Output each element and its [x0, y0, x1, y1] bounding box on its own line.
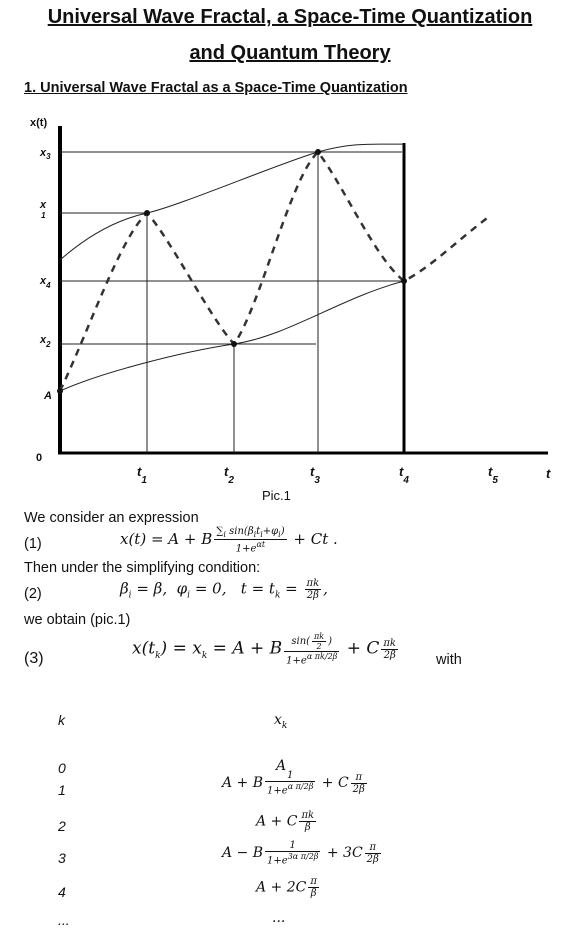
table-x-0: A — [276, 758, 287, 774]
paper-title-line-2: and Quantum Theory — [189, 42, 391, 64]
y-label-x2: $x_2$ — [40, 334, 51, 349]
x-label-t2: $t_2$ — [224, 464, 234, 486]
section-heading: 1. Universal Wave Fractal as a Space-Time Quantization — [24, 80, 408, 96]
y-label-A: A — [44, 390, 52, 402]
figure-caption: Pic.1 — [262, 488, 291, 503]
lower-envelope-curve — [60, 281, 404, 391]
x-label-t4: $t_4$ — [399, 464, 409, 486]
intro-text: We consider an expression — [24, 510, 199, 526]
condition-text: Then under the simplifying condition: — [24, 560, 261, 576]
table-x-3: A − B $\frac{1}{1+e^{3\alpha \pi/2\beta}}$ + 3C $\frac{\pi}{2\beta}$ — [222, 840, 379, 867]
table-x-2: A + C $\frac{\pi k}{\beta}$ — [256, 810, 315, 833]
table-header-k: k — [58, 712, 65, 728]
table-k-2: 2 — [58, 818, 66, 834]
eq1-number: (1) — [24, 536, 42, 552]
equation-2: $\beta_i = \beta$, $\varphi_i = 0$, $t = t_k$ = $\frac{\pi k}{2\beta}$ , — [120, 578, 328, 601]
point-x2 — [231, 341, 237, 347]
point-x4 — [401, 278, 407, 284]
obtain-text: we obtain (pic.1) — [24, 612, 131, 628]
y-label-x3: $x_3$ — [40, 147, 51, 161]
equation-3: $x(t_k) = x_k = A + B$ sin( $\frac{\pi k}{2}$ ) $1+e^{\alpha \pi k/2\beta}$ + C $\frac{\pi k}{2\beta}$ — [132, 632, 396, 667]
point-x3 — [315, 149, 321, 155]
figure-wave-fractal — [0, 108, 580, 488]
y-label-x1: x 1 — [40, 199, 47, 220]
x-label-t1: $t_1$ — [137, 464, 147, 486]
dashed-wave-curve — [60, 152, 490, 391]
table-x-ellipsis: ... — [272, 910, 286, 926]
table-x-1: A + B $\frac{1}{1+e^{\alpha \pi/2\beta}}$ + C $\frac{\pi}{2\beta}$ — [222, 770, 365, 797]
table-k-1: 1 — [58, 782, 66, 798]
x-label-t5: $t_5$ — [488, 464, 498, 486]
y-axis-label: x(t) — [30, 117, 48, 129]
table-k-3: 3 — [58, 850, 66, 866]
x-label-t3: $t_3$ — [310, 464, 320, 486]
table-x-4: A + 2C $\frac{\pi}{\beta}$ — [256, 876, 317, 899]
table-k-ellipsis: ... — [58, 912, 70, 928]
table-k-4: 4 — [58, 884, 66, 900]
with-text: with — [436, 652, 462, 668]
eq3-number: (3) — [24, 650, 44, 667]
origin-label: 0 — [36, 452, 43, 464]
paper-title-line-1: Universal Wave Fractal, a Space-Time Quantization — [47, 6, 533, 28]
y-label-x4: $x_4$ — [40, 275, 51, 290]
x-axis-label: t — [546, 466, 551, 481]
point-A — [57, 388, 63, 394]
table-header-x: $x_k$ — [274, 712, 288, 731]
point-x1 — [144, 210, 150, 216]
upper-envelope-curve — [60, 144, 404, 260]
equation-1: x(t) = A + B $\frac{\sum_i \sin(\beta_it_i+\varphi_i)}{1+e^{\alpha t}}$ + Ct . — [120, 526, 338, 555]
eq2-number: (2) — [24, 586, 42, 602]
table-k-0: 0 — [58, 760, 66, 776]
